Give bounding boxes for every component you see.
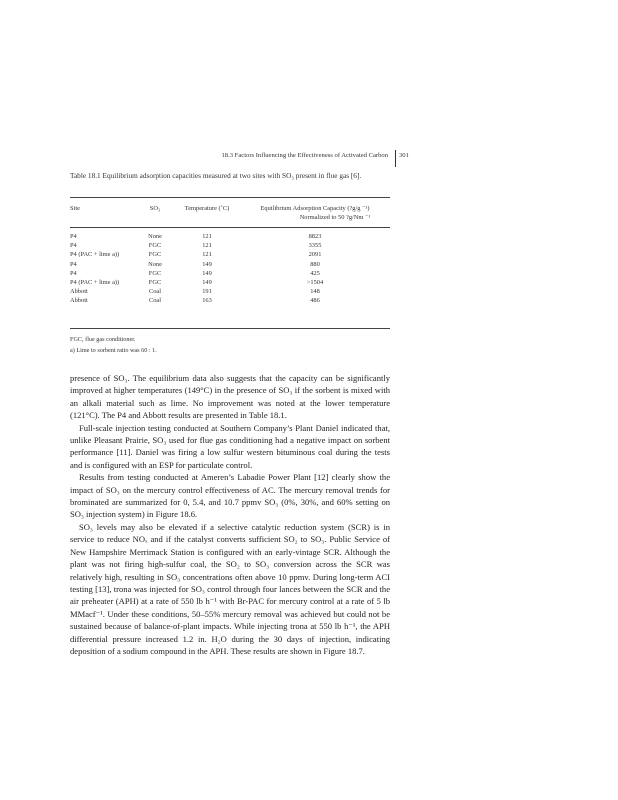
footnote-fgc: FGC, flue gas conditioner. <box>70 336 136 343</box>
cell-site: Abbott <box>70 297 88 305</box>
cell-temperature: 149 <box>202 260 212 268</box>
cell-site: P4 <box>70 269 77 277</box>
cell-site: Abbott <box>70 288 88 296</box>
table-row <box>70 287 390 296</box>
column-header-so3: SO₃ <box>149 205 161 212</box>
cell-capacity: 486 <box>310 297 320 305</box>
cell-so3: FGC <box>148 269 162 277</box>
cell-so3: Coal <box>148 288 162 296</box>
cell-capacity: 3355 <box>308 242 322 250</box>
cell-site: P4 (PAC + lime a)) <box>70 251 120 259</box>
footnote-lime-ratio: a) Lime to sorbent ratio was 60 : 1. <box>70 347 157 354</box>
cell-capacity: >1504 <box>306 279 324 287</box>
column-header-temperature: Temperature (˚C) <box>184 205 230 212</box>
capacity-header-line2: Normalized to 50 ?g/Nm ⁻¹ <box>299 213 371 221</box>
paragraph: Full-scale injection testing conducted at Southern Company’s Plant Daniel indicated that, unlike Pleasant Prairie, SO₃ used for flue gas conditioning had a negative impact on sorbent performance [11]. Daniel was firing a low sulfur western bituminous coal during the tests and is configured with an ESP for particulate control. <box>70 422 390 470</box>
cell-so3: None <box>148 233 162 240</box>
column-header-capacity <box>240 200 390 222</box>
running-header <box>0 151 618 165</box>
table-row <box>70 250 390 259</box>
cell-capacity: 880 <box>310 260 320 268</box>
paragraph: SO₃ levels may also be elevated if a selective catalytic reduction system (SCR) is in service to reduce NOₓ and if the catalyst converts sufficient SO₂ to SO₃. Public Service of New Hampshire Merrimack Station is configured with an early-vintage SCR. Although the plant was not firing high-sulfur coal, the SO₂ to SO₃ conversion across the SCR was relatively high, resulting in SO₃ concentrations often above 10 ppmv. During long-term ACI testing [13], trona was injected for SO₃ control through four lances between the SCR and the air preheater (APH) at a rate of 550 lb h⁻¹ with Br-PAC for mercury control at a rate of 5 lb MMacf⁻¹. Under these conditions, 50–55% mercury removal was achieved but could not be sustained because of balance-of-plant impacts. While injecting trona at 550 lb h⁻¹, the APH differential pressure increased 1.2 in. H₂O during the 30 days of injection, indicating deposition of a sodium compound in the APH. These results are shown in Figure 18.7. <box>70 521 390 656</box>
body-text <box>70 372 390 657</box>
table-caption: Table 18.1 Equilibrium adsorption capacities measured at two sites with SO₃ present in flue gas [6]. <box>70 171 362 180</box>
table-top-rule <box>70 197 390 198</box>
cell-capacity: 148 <box>310 288 320 296</box>
table-body <box>70 222 390 306</box>
page-number: 301 <box>399 152 409 159</box>
running-title: 18.3 Factors Influencing the Effectiveness of Activated Carbon <box>221 152 388 159</box>
cell-capacity: 2091 <box>308 251 322 259</box>
cell-so3: None <box>148 260 162 268</box>
table-footnotes <box>70 334 390 356</box>
table-header-row <box>70 200 390 222</box>
cell-site: P4 <box>70 242 77 250</box>
capacity-header-line1: Equilibrium Adsorption Capacity (?g/g ⁻¹) <box>260 205 370 212</box>
cell-temperature: 121 <box>202 233 212 240</box>
cell-so3: Coal <box>148 297 162 305</box>
cell-site: P4 <box>70 233 77 240</box>
table-row <box>70 278 390 287</box>
table-bottom-rule <box>70 328 390 329</box>
cell-temperature: 121 <box>202 242 212 250</box>
cell-so3: FGC <box>148 251 162 259</box>
cell-site: P4 <box>70 260 77 268</box>
cell-temperature: 149 <box>202 279 212 287</box>
cell-so3: FGC <box>148 242 162 250</box>
column-header-site: Site <box>70 205 80 212</box>
table-header-rule <box>70 227 390 228</box>
cell-temperature: 121 <box>202 251 212 259</box>
cell-site: P4 (PAC + lime a)) <box>70 279 120 287</box>
cell-temperature: 191 <box>202 288 212 296</box>
adsorption-table <box>70 200 390 306</box>
cell-so3: FGC <box>148 279 162 287</box>
table-row <box>70 296 390 305</box>
paragraph: Results from testing conducted at Ameren’s Labadie Power Plant [12] clearly show the impact of SO₃ on the mercury control effectiveness of AC. The mercury removal trends for brominated are summarized for 0, 5.4, and 10.7 ppmv SO₃ (0%, 30%, and 60% setting on SO₃ injection system) in Figure 18.6. <box>70 472 390 520</box>
table-row <box>70 260 390 269</box>
cell-temperature: 149 <box>202 269 212 277</box>
table-row <box>70 228 390 241</box>
paragraph: presence of SO₃. The equilibrium data also suggests that the capacity can be significantly improved at higher temperatures (149°C) in the presence of SO₃ if the sorbent is mixed with an alkali material such as lime. No improvement was noted at the lower temperature (121°C). The P4 and Abbott results are presented in Table 18.1. <box>70 373 390 421</box>
table-row <box>70 269 390 278</box>
table-row <box>70 241 390 250</box>
header-divider <box>395 150 396 167</box>
cell-capacity: 8823 <box>308 233 322 240</box>
cell-temperature: 163 <box>202 297 212 305</box>
cell-capacity: 425 <box>310 269 320 277</box>
